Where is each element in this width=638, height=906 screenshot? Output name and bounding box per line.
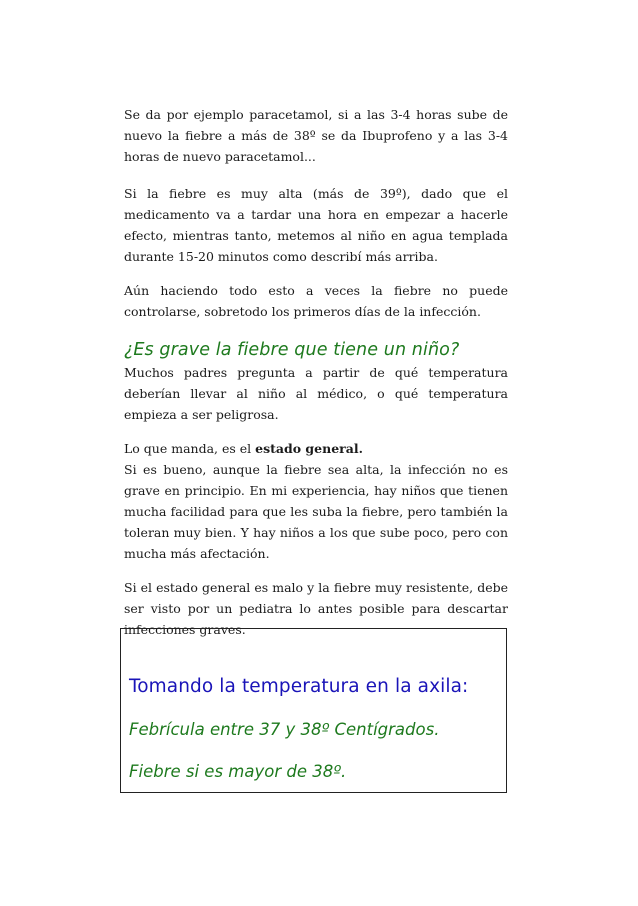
callout-low-grade-fever: Febrícula entre 37 y 38º Centígrados. — [129, 720, 440, 739]
paragraph-paracetamol-ibuprofen: Se da por ejemplo paracetamol, si a las 3-4 horas sube de nuevo la fiebre a más de 38º se da Ibuprofeno y a las 3-4 horas de nuevo paracetamol... — [124, 107, 508, 164]
paragraph-experience: Si es bueno, aunque la fiebre sea alta, la infección no es grave en principio. En mi experiencia, hay niños que tienen mucha facilidad para que les suba la fiebre, pero también la toleran muy bien. Y hay niños a los que sube poco, pero con mucha más afectación. — [124, 462, 508, 561]
spacer — [124, 267, 508, 280]
spacer — [124, 425, 508, 438]
spacer — [124, 322, 508, 338]
general-state-lead: Lo que manda, es el — [124, 441, 256, 456]
spacer — [124, 167, 508, 183]
spacer — [124, 564, 508, 577]
document-body — [124, 104, 508, 640]
paragraph-high-fever: Si la fiebre es muy alta (más de 39º), dado que el medicamento va a tardar una hora en empezar a hacerle efecto, mientras tanto, metemos al niño en agua templada durante 15-20 minutos como describí más arriba. — [124, 186, 508, 264]
paragraph-uncontrolled-fever: Aún haciendo todo esto a veces la fiebre no puede controlarse, sobretodo los primeros días de la infección. — [124, 283, 508, 319]
general-state-emphasis: estado general. — [255, 441, 363, 456]
callout-fever-threshold: Fiebre si es mayor de 38º. — [129, 762, 347, 781]
paragraph-general-state — [124, 438, 508, 459]
paragraph-see-pediatrician: Si el estado general es malo y la fiebre muy resistente, debe ser visto por un pediatra lo antes posible para descartar infecciones graves. — [124, 580, 508, 637]
section-heading: ¿Es grave la fiebre que tiene un niño? — [124, 340, 460, 360]
paragraph-parents-question: Muchos padres pregunta a partir de qué temperatura deberían llevar al niño al médico, o qué temperatura empieza a ser peligrosa. — [124, 365, 508, 422]
temperature-callout-box — [120, 628, 507, 793]
callout-title: Tomando la temperatura en la axila: — [129, 676, 469, 697]
